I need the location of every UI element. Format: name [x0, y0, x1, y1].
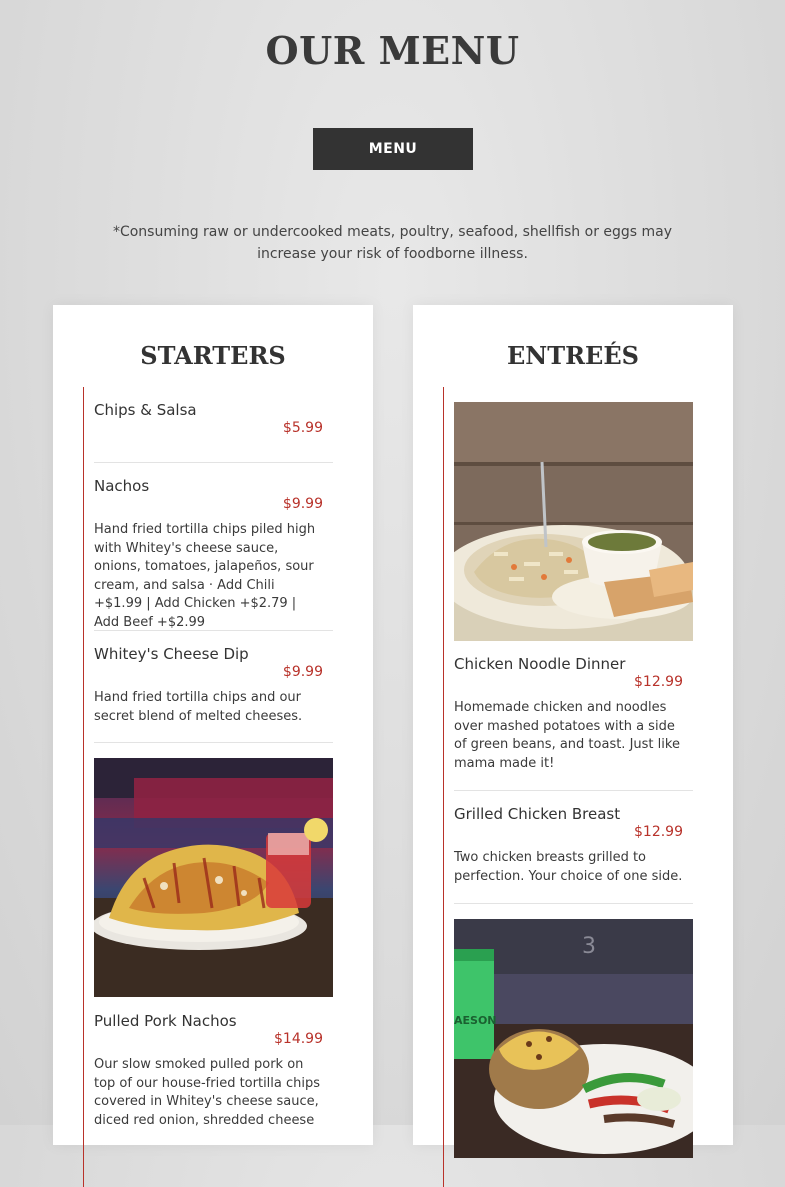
cup-label: AESON [454, 1014, 497, 1027]
item-name: Nachos [94, 477, 150, 495]
pulled-pork-nachos-photo [94, 758, 333, 997]
entrees-heading: ENTREÉS [507, 341, 639, 370]
entrees-card [413, 305, 733, 1145]
accent-rule [83, 387, 84, 1187]
item-name: Whitey's Cheese Dip [94, 645, 249, 663]
divider [454, 903, 693, 904]
table-number: 3 [582, 934, 596, 959]
food-safety-disclaimer: *Consuming raw or undercooked meats, poultry, seafood, shellfish or eggs may increase your risk of foodborne illness. [112, 224, 673, 262]
item-name: Pulled Pork Nachos [94, 1012, 237, 1030]
starters-heading: STARTERS [140, 341, 286, 370]
baked-potato-plate-photo [454, 919, 693, 1158]
chicken-noodle-dinner-photo [454, 402, 693, 641]
item-description: Homemade chicken and noodles over mashed potatoes with a side of green beans, and toast. Just like mama made it! [454, 700, 680, 771]
item-price: $9.99 [282, 664, 323, 680]
menu-item-pulled-pork-nachos [94, 1012, 333, 1142]
item-name: Grilled Chicken Breast [454, 805, 621, 823]
menu-item-chips-salsa [94, 401, 333, 461]
menu-item-grilled-chicken-breast [454, 805, 693, 895]
item-description: Two chicken breasts grilled to perfection. Your choice of one side. [454, 850, 683, 884]
menu-item-nachos [94, 477, 333, 630]
divider [94, 630, 333, 631]
item-description: Hand fried tortilla chips piled high with Whitey's cheese sauce, onions, tomatoes, jalapeños, sour cream, and salsa · Add Chili +$1.99 | Add Chicken +$2.79 | Add Beef +$2.99 [94, 522, 316, 630]
item-name: Chips & Salsa [94, 401, 197, 419]
page-title: OUR MENU [265, 28, 520, 73]
item-price: $5.99 [282, 420, 323, 436]
item-price: $12.99 [634, 674, 683, 690]
starters-card [53, 305, 373, 1145]
item-price: $14.99 [274, 1031, 323, 1047]
item-name: Chicken Noodle Dinner [454, 655, 626, 673]
item-description: Hand fried tortilla chips and our secret blend of melted cheeses. [94, 690, 303, 724]
item-price: $9.99 [282, 496, 323, 512]
divider [94, 742, 333, 743]
menu-item-cheese-dip [94, 645, 333, 735]
item-description: Our slow smoked pulled pork on top of our house-fried tortilla chips covered in Whitey's cheese sauce, diced red onion, shredded cheese [94, 1057, 321, 1128]
divider [94, 462, 333, 463]
item-price: $12.99 [634, 824, 683, 840]
divider [454, 790, 693, 791]
menu-item-chicken-noodle-dinner [454, 655, 693, 785]
accent-rule [443, 387, 444, 1187]
menu-button[interactable]: MENU [313, 128, 473, 170]
